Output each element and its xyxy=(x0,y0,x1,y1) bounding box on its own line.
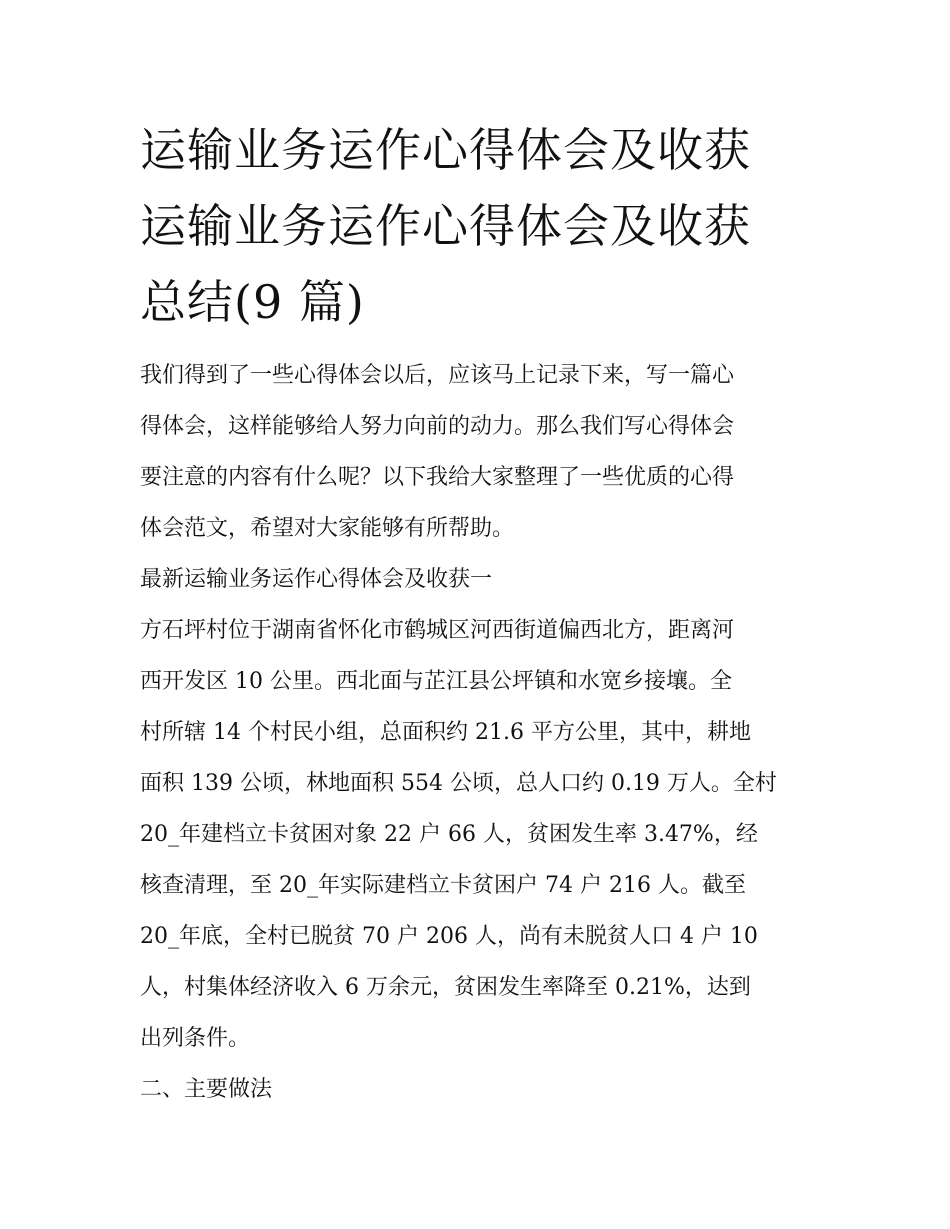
body-line: 人，村集体经济收入 6 万余元，贫困发生率降至 0.21%，达到 xyxy=(140,975,751,1000)
body-line: 出列条件。 xyxy=(140,1026,251,1051)
body-line: 村所辖 14 个村民小组，总面积约 21.6 平方公里，其中，耕地 xyxy=(140,720,751,745)
body-line: 西开发区 10 公里。西北面与芷江县公坪镇和水宽乡接壤。全 xyxy=(140,669,732,694)
title-line-3: 总结(9 篇) xyxy=(140,275,365,329)
subheading: 二、主要做法 xyxy=(140,1077,273,1102)
title-line-1: 运输业务运作心得体会及收获 xyxy=(140,123,751,177)
document-page xyxy=(140,112,812,1115)
section-heading: 最新运输业务运作心得体会及收获一 xyxy=(140,567,493,592)
body-paragraph xyxy=(140,605,812,1064)
document-title xyxy=(140,112,812,340)
body-line: 核查清理，至 20_年实际建档立卡贫困户 74 户 216 人。截至 xyxy=(140,873,746,898)
intro-line: 体会范文，希望对大家能够有所帮助。 xyxy=(140,516,515,541)
body-line: 20_年建档立卡贫困对象 22 户 66 人，贫困发生率 3.47%，经 xyxy=(140,822,758,847)
intro-line: 我们得到了一些心得体会以后，应该马上记录下来，写一篇心 xyxy=(140,363,735,388)
intro-line: 要注意的内容有什么呢？以下我给大家整理了一些优质的心得 xyxy=(140,465,735,490)
body-line: 方石坪村位于湖南省怀化市鹤城区河西街道偏西北方，距离河 xyxy=(140,618,735,643)
body-line: 20_年底，全村已脱贫 70 户 206 人，尚有未脱贫人口 4 户 10 xyxy=(140,924,758,949)
document-body xyxy=(140,350,812,1115)
intro-line: 得体会，这样能够给人努力向前的动力。那么我们写心得体会 xyxy=(140,414,735,439)
body-line: 面积 139 公顷，林地面积 554 公顷，总人口约 0.19 万人。全村 xyxy=(140,771,777,796)
title-line-2: 运输业务运作心得体会及收获 xyxy=(140,199,751,253)
intro-paragraph xyxy=(140,350,812,554)
